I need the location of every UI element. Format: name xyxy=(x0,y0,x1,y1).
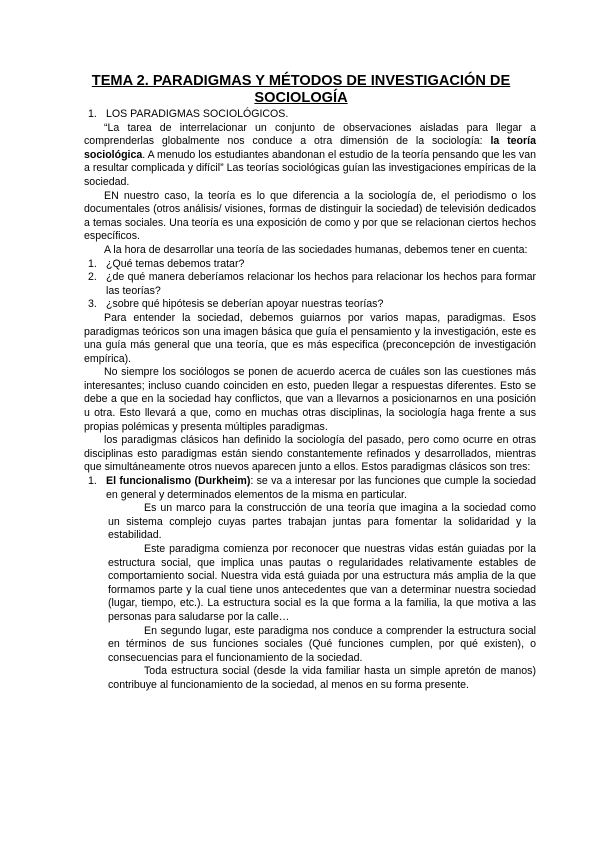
paragraph-quote xyxy=(84,122,536,190)
document-body xyxy=(84,108,536,693)
funcionalismo-intro: : se va a interesar por las funciones que cumple la sociedad en general y determinados elementos de la misma en particular. xyxy=(106,475,536,501)
paragraph: Este paradigma comienza por reconocer que nuestras vidas están guiadas por la estructura social, que implica unas pautas o regularidades relativamente estables de comportamiento social. Nuestra vida está guiada por una estructura más amplia de la que formamos parte y la cual tiene unos antecedentes que van a determinar nuestra sociedad (lugar, tiempo, etc.). La estructura social es la que forma a la familia, la que motiva a las personas para saludarse por la calle… xyxy=(108,543,536,623)
list-item xyxy=(84,271,536,298)
paragraph: En segundo lugar, este paradigma nos conduce a comprender la estructura social en términos de sus funciones sociales (Qué funciones cumplen, por qué existen), o consecuencias para el funcionamiento de la sociedad. xyxy=(108,624,536,664)
section-title: LOS PARADIGMAS SOCIOLÓGICOS. xyxy=(106,108,289,120)
paragraph: No siempre los sociólogos se ponen de acuerdo acerca de cuáles son las cuestiones más interesantes; incluso cuando coinciden en esto, pueden llegar a respuestas diferentes. Esto se debe a que en la sociedad hay conflictos, que van a llevarnos a posicionarnos en una posición u otra. Esto llevará a que, como en muchas otras disciplinas, la sociología haga frente a sus propias polémicas y presenta múltiples paradigmas. xyxy=(84,366,536,433)
list-text: ¿Qué temas debemos tratar? xyxy=(106,257,245,270)
list-text: ¿sobre qué hipótesis se deberían apoyar nuestras teorías? xyxy=(106,298,384,311)
paragraph: Toda estructura social (desde la vida familiar hasta un simple apretón de manos) contribuye al funcionamiento de la sociedad, al menos en su forma presente. xyxy=(108,665,536,691)
document-title: TEMA 2. PARADIGMAS Y MÉTODOS DE INVESTIGACIÓN DE SOCIOLOGÍA xyxy=(91,73,511,106)
section-heading xyxy=(84,108,536,122)
list-text: ¿de qué manera deberíamos relacionar los hechos para relacionar los hechos para formar las teorías? xyxy=(106,271,536,297)
list-item xyxy=(84,298,536,312)
quote-text-start: “La tarea de interrelacionar un conjunto de observaciones aisladas para llegar a comprenderlas globalmente nos conduce a otra dimensión de la sociología: xyxy=(84,121,536,148)
list-number: 1. xyxy=(88,475,97,488)
list-number: 1. xyxy=(88,257,97,270)
list-number: 2. xyxy=(88,271,97,284)
funcionalismo-heading: El funcionalismo (Durkheim) xyxy=(106,475,251,488)
paragraph: Es un marco para la construcción de una teoría que imagina a la sociedad como un sistema complejo cuyas partes trabajan juntas para fomentar la solidaridad y la estabilidad. xyxy=(108,502,536,542)
paragraph: EN nuestro caso, la teoría es lo que diferencia a la sociología de, el periodismo o los documentales (otros análisis/ visiones, formas de distinguir la sociedad) de televisión dedicados a temas sociales. Una teoría es una exposición de como y por que se relacionan ciertos hechos específicos. xyxy=(84,189,536,243)
paragraph: A la hora de desarrollar una teoría de las sociedades humanas, debemos tener en cuenta: xyxy=(104,243,528,256)
quote-text-end: . A menudo los estudiantes abandonan el estudio de la teoría pensando que les van a resultar complicada y difícil” Las teorías sociológicas guían las investigaciones empíricas de la sociedad. xyxy=(84,148,536,188)
list-item-funcionalismo xyxy=(84,475,536,502)
paragraph: Para entender la sociedad, debemos guiarnos por varios mapas, paradigmas. Esos paradigmas teóricos son una imagen básica que guía el pensamiento y la investigación, este es una guía más general que una teoría, que es más especifica (preconcepción de investigación empírica). xyxy=(84,311,536,365)
quote-bold-term: la teoría sociológica xyxy=(84,135,536,161)
paragraph: los paradigmas clásicos han definido la sociología del pasado, pero como ocurre en otras disciplinas esto paradigmas están siendo constantemente refinados y desarrollados, mientras que simultáneamente otros nuevos aparecen junto a ellos. Estos paradigmas clásicos son tres: xyxy=(84,434,536,474)
list-number: 3. xyxy=(88,298,97,311)
section-number: 1. xyxy=(88,108,97,120)
question-list xyxy=(84,258,536,312)
list-item xyxy=(84,258,536,272)
funcionalismo-content xyxy=(108,502,536,692)
